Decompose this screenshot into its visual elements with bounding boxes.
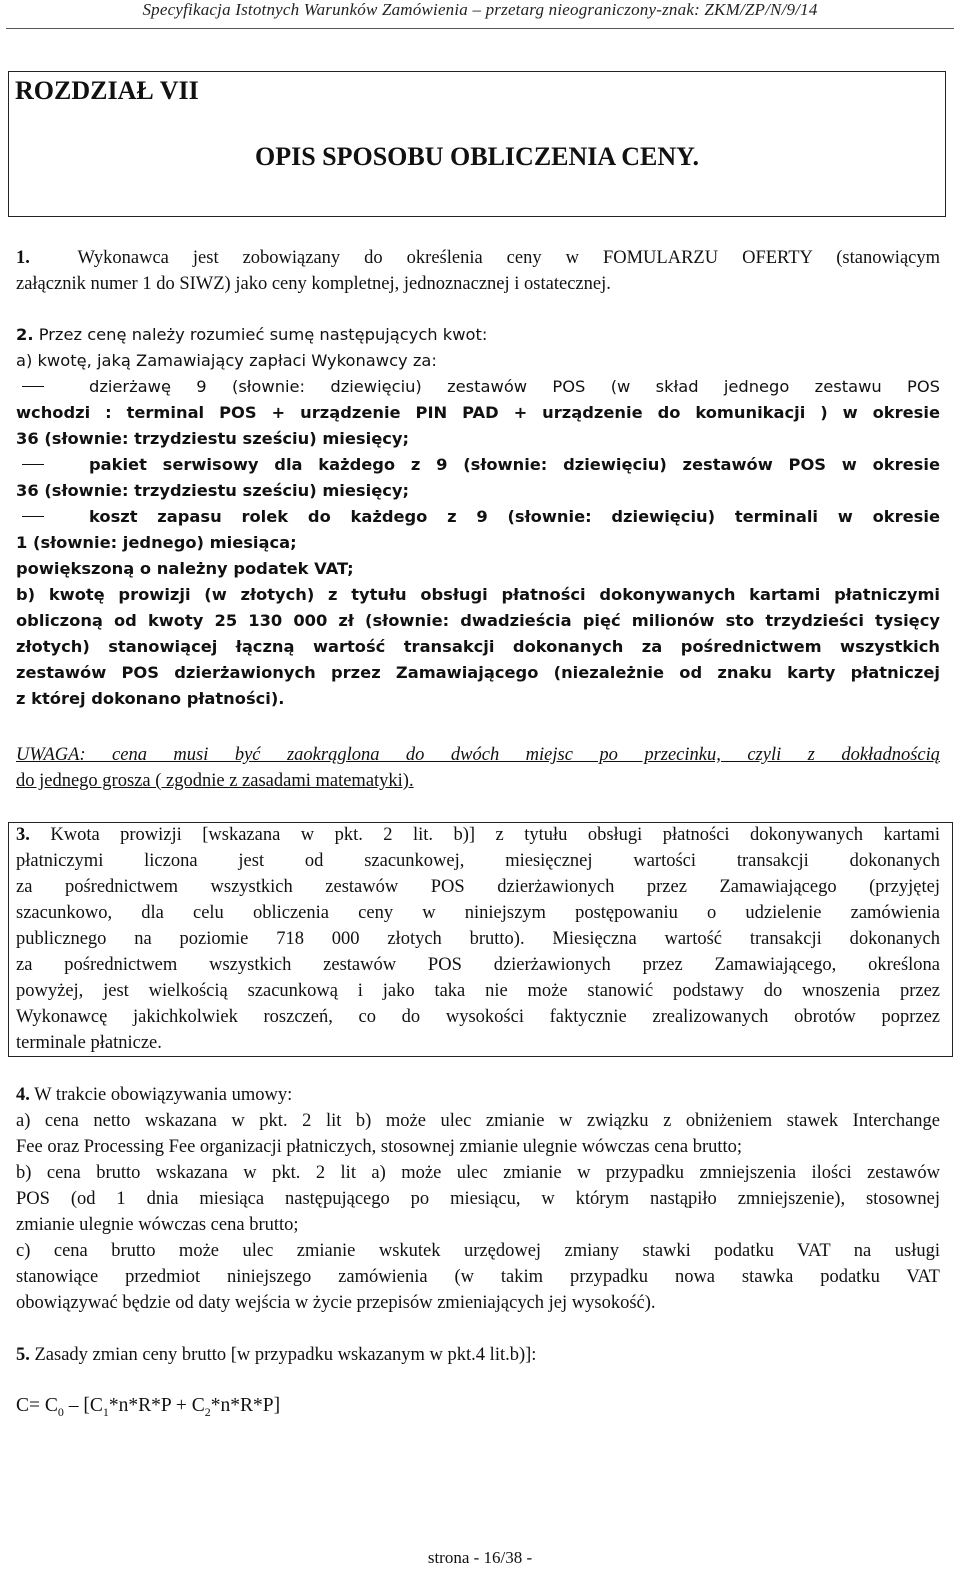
section-2-b-line-2: obliczoną od kwoty 25 130 000 zł (słownie: dwadzieścia pięć milionów sto trzydzieści tysięcy — [16, 611, 940, 630]
section-1-line-2: załącznik numer 1 do SIWZ) jako ceny kompletnej, jednoznacznej i ostatecznej. — [16, 274, 611, 294]
dash-bullet — [22, 516, 44, 517]
section-5-text: 5. Zasady zmian ceny brutto [w przypadku wskazanym w pkt.4 lit.b)]: — [16, 1345, 537, 1365]
section-5 — [16, 1342, 940, 1368]
section-2 — [16, 322, 940, 712]
section-1-number: 1. — [16, 248, 30, 268]
section-1-line-1: 1. Wykonawca jest zobowiązany do określenia ceny w FOMULARZU OFERTY (stanowiącym — [16, 248, 941, 268]
section-1 — [16, 245, 940, 297]
dash-bullet — [22, 464, 44, 465]
section-2-b-line-5: z której dokonano płatności). — [16, 689, 285, 708]
section-2-number: 2. — [16, 325, 34, 344]
note-line-1: UWAGA: cena musi być zaokrąglona do dwóch miejsc po przecinku, czyli z dokładnością — [16, 745, 940, 765]
chapter-title: OPIS SPOSOBU OBLICZENIA CENY. — [254, 142, 700, 171]
page-number: strona - 16/38 - — [427, 1548, 533, 1567]
section-2-a: a) kwotę, jaką Zamawiający zapłaci Wykonawcy za: — [16, 351, 437, 370]
list-item-lease: dzierżawę 9 (słownie: dziewięciu) zestawów POS (w skład jednego zestawu POS wchodzi : terminal POS + urządzenie PIN PAD + urządzenie do komunikacji ) w okresie 36 (słownie: trzydziestu sześciu) miesięcy; — [16, 377, 940, 448]
section-5-number: 5. — [16, 1345, 30, 1365]
section-2-b-line-3: złotych) stanowiącej łączną wartość transakcji dokonanych za pośrednictwem wszystkich — [16, 637, 940, 656]
section-2-b-line-4: zestawów POS dzierżawionych przez Zamawiającego (niezależnie od znaku karty płatniczej — [16, 663, 940, 682]
header-divider — [6, 28, 954, 29]
section-2-vat: powiększoną o należny podatek VAT; — [16, 559, 354, 578]
note-block — [16, 742, 940, 794]
section-3-number: 3. — [16, 825, 30, 845]
section-4-intro: 4. W trakcie obowiązywania umowy: — [16, 1085, 293, 1105]
list-item-rolls: koszt zapasu rolek do każdego z 9 (słownie: dziewięciu) terminali w okresie 1 (słownie: jednego) miesiąca; — [16, 507, 940, 552]
price-formula: $C= C_0 - [C_1*n*R*P + C_2*n*R*P]$ — [16, 1395, 281, 1419]
section-3: 3. Kwota prowizji [wskazana w pkt. 2 lit. b)] z tytułu obsługi płatności dokonywanych kartami płatniczymi liczona jest od szacunkowej, miesięcznej wartości transakcji dokonanych za pośrednictwem wszystkich zestawów POS dzierżawionych przez Zamawiającego (przyjętej szacunkowo, dla celu obliczenia ceny w niniejszym postępowaniu o udzielenie zamówienia publicznego na poziomie 718 000 złotych brutto). Miesięczna wartość transakcji dokonanych za pośrednictwem wszystkich zestawów POS dzierżawionych przez Zamawiającego, określona powyżej, jest wielkością szacunkową i jako taka nie może stanowić podstawy do wnoszenia przez Wykonawcę jakichkolwiek roszczeń, co do wysokości faktycznie zrealizowanych obrotów poprzez terminale płatnicze. — [16, 822, 940, 1056]
section-2-intro: 2. Przez cenę należy rozumieć sumę następujących kwot: — [16, 325, 488, 344]
section-2-b-line-1: b) kwotę prowizji (w złotych) z tytułu obsługi płatności dokonywanych kartami płatniczymi — [16, 585, 940, 604]
section-4-number: 4. — [16, 1085, 30, 1105]
chapter-number: ROZDZIAŁ VII — [15, 76, 199, 105]
note-line-2: do jednego grosza ( zgodnie z zasadami matematyki). — [16, 771, 414, 791]
chapter-box — [8, 71, 946, 217]
dash-bullet — [22, 386, 44, 387]
page-header: Specyfikacja Istotnych Warunków Zamówienia – przetarg nieograniczony-znak: ZKM/ZP/N/9/14 — [142, 0, 818, 19]
list-item-service: pakiet serwisowy dla każdego z 9 (słownie: dziewięciu) zestawów POS w okresie 36 (słownie: trzydziestu sześciu) miesięcy; — [16, 455, 940, 500]
section-3-line-1: 3. Kwota prowizji [wskazana w pkt. 2 lit. b)] z tytułu obsługi płatności dokonywanych kartami — [16, 825, 941, 845]
section-4: 4. W trakcie obowiązywania umowy: a) cena netto wskazana w pkt. 2 lit b) może ulec zmianie w związku z obniżeniem stawek Interchange Fee oraz Processing Fee organizacji płatniczych, stosownej zmianie ulegnie wówczas cena brutto; b) cena brutto wskazana w pkt. 2 lit a) może ulec zmianie w przypadku zmniejszenia ilości zestawów POS (od 1 dnia miesiąca następującego po miesiącu, w którym nastąpiło zmniejszenie), stosownej zmianie ulegnie wówczas cena brutto; c) cena brutto może ulec zmianie wskutek urzędowej zmiany stawki podatku VAT na usługi stanowiące przedmiot niniejszego zamówienia (w takim przypadku nowa stawka podatku VAT obowiązywać będzie od daty wejścia w życie przepisów zmieniających jej wysokość). — [16, 1082, 940, 1316]
